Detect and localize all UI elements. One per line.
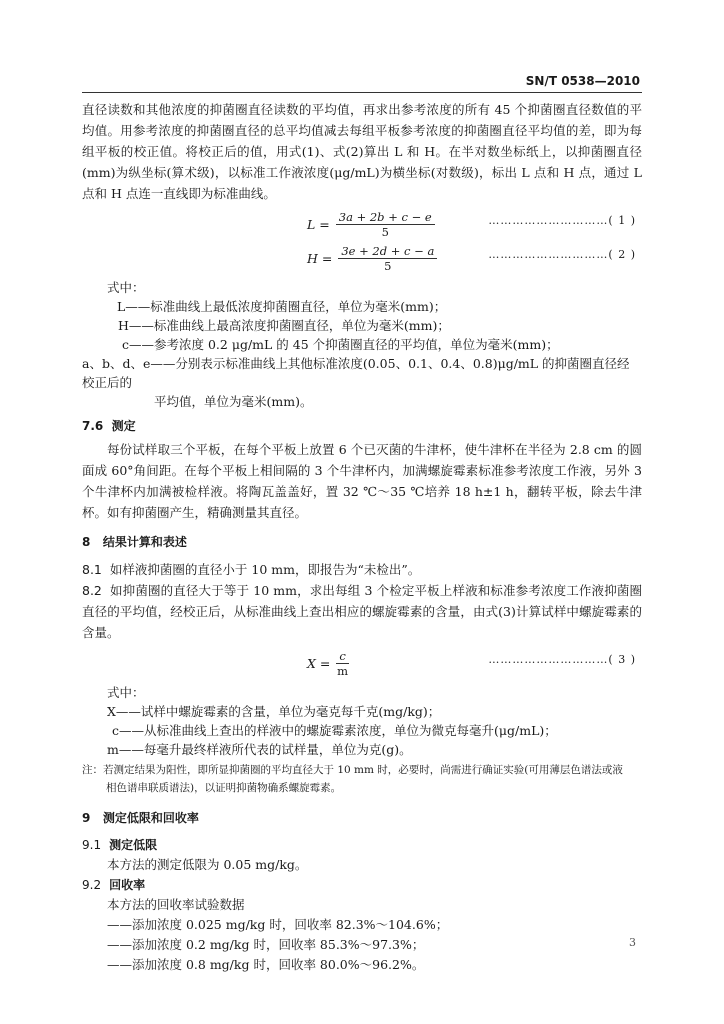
equation-2-number: …………………………( 2 ) bbox=[488, 248, 636, 261]
definition-l: L——标准曲线上最低浓度抑菌圈直径，单位为毫米(mm)； bbox=[117, 299, 447, 314]
equation-2-denominator: 5 bbox=[384, 259, 392, 273]
section-8-heading: 8 结果计算和表述 bbox=[82, 535, 187, 549]
equation-1-denominator: 5 bbox=[381, 225, 389, 239]
definition-abde bbox=[82, 354, 642, 411]
definition-x: X——试样中螺旋霉素的含量，单位为毫克每千克(mg/kg)； bbox=[107, 704, 441, 719]
equation-3-denominator: m bbox=[337, 664, 349, 678]
section-9-1-heading: 9.1 测定低限 bbox=[82, 838, 158, 852]
definition-c2: c——从标准曲线上查出的样液中的螺旋霉素浓度，单位为微克每毫升(μg/mL)； bbox=[112, 723, 557, 738]
recovery-item: ——添加浓度 0.025 mg/kg 时，回收率 82.3%～104.6%； bbox=[107, 917, 449, 932]
page-content bbox=[82, 99, 642, 975]
section-9-2-heading: 9.2 回收率 bbox=[82, 878, 146, 892]
page-number: 3 bbox=[629, 936, 636, 949]
recovery-item: ——添加浓度 0.2 mg/kg 时，回收率 85.3%～97.3%； bbox=[107, 937, 425, 952]
definition-h: H——标准曲线上最高浓度抑菌圈直径，单位为毫米(mm)； bbox=[118, 318, 450, 333]
header-rule bbox=[82, 92, 642, 93]
definition-c: c——参考浓度 0.2 μg/mL 的 45 个抑菌圈直径的平均值，单位为毫米(mm)； bbox=[122, 337, 559, 352]
standard-code: SN/T 0538—2010 bbox=[525, 74, 640, 88]
equation-3 bbox=[82, 647, 642, 677]
section-9-heading: 9 测定低限和回收率 bbox=[82, 811, 199, 825]
equation-1 bbox=[82, 208, 642, 238]
equation-1-number: …………………………( 1 ) bbox=[488, 214, 636, 227]
equation-3-lhs: X = bbox=[307, 656, 331, 671]
paragraph-calibration: 直径读数和其他浓度的抑菌圈直径读数的平均值，再求出参考浓度的所有 45 个抑菌圈直径数值的平均值。用参考浓度的抑菌圈直径的总平均值减去每组平板参考浓度的抑菌圈直径平均值的差，即为每组平板的校正值。将校正后的值，用式(1)、式(2)算出 L 和 H。在半对数坐标纸上，以抑菌圈直径(mm)为纵坐标(算术级)，以标准工作液浓度(μg/mL)为横坐标(对数级)，标出 L 点和 H 点，通过 L 点和 H 点连一直线即为标准曲线。 bbox=[82, 102, 642, 201]
equation-2-lhs: H = bbox=[307, 251, 333, 266]
section-7-6-heading: 7.6 测定 bbox=[82, 419, 136, 433]
clause-8-2: 8.2 如抑菌圈的直径大于等于 10 mm，求出每组 3 个检定平板上样液和标准参考浓度工作液抑菌圈直径的平均值，经校正后，从标准曲线上查出相应的螺旋霉素的含量，由式(3)计算试样中螺旋霉素的含量。 bbox=[82, 583, 642, 640]
paragraph-measurement: 每份试样取三个平板，在每个平板上放置 6 个已灭菌的牛津杯，使牛津杯在半径为 2.8 cm 的圆面成 60°角间距。在每个平板上相间隔的 3 个牛津杯内，加满螺旋霉素标准参考浓度工作液，另外 3 个牛津杯内加满被检样液。将陶瓦盖盖好，置 32 ℃～35 ℃培养 18 h±1 h，翻转平板，除去牛津杯。如有抑菌圈产生，精确测量其直径。 bbox=[82, 442, 642, 520]
where-label-2: 式中： bbox=[107, 685, 145, 700]
equation-1-lhs: L = bbox=[307, 217, 330, 232]
equation-3-numerator: c bbox=[336, 649, 348, 664]
definition-m: m——每毫升最终样液所代表的试样量，单位为克(g)。 bbox=[107, 742, 412, 757]
clause-8-1: 8.1 如样液抑菌圈的直径小于 10 mm，即报告为“未检出”。 bbox=[82, 562, 421, 577]
equation-2-numerator: 3e + 2d + c − a bbox=[338, 244, 437, 259]
equation-1-numerator: 3a + 2b + c − e bbox=[336, 210, 435, 225]
paragraph-detection-limit: 本方法的测定低限为 0.05 mg/kg。 bbox=[107, 857, 308, 872]
equation-3-number: …………………………( 3 ) bbox=[488, 653, 636, 666]
definition-abde-line1: a、b、d、e——分别表示标准曲线上其他标准浓度(0.05、0.1、0.4、0.8)μg/mL 的抑菌圈直径经校正后的 bbox=[82, 356, 630, 390]
note: 注：若测定结果为阳性，即所显抑菌圈的平均直径大于 10 mm 时，必要时，尚需进行确证实验(可用薄层色谱法或液 相色谱串联质谱法)，以证明抑菌物确系螺旋霉素。 bbox=[82, 764, 623, 794]
definition-abde-line2: 平均值，单位为毫米(mm)。 bbox=[154, 394, 313, 409]
where-label-1: 式中： bbox=[107, 280, 145, 295]
equation-2 bbox=[82, 242, 642, 272]
recovery-item: ——添加浓度 0.8 mg/kg 时，回收率 80.0%～96.2%。 bbox=[107, 957, 425, 972]
paragraph-recovery: 本方法的回收率试验数据 bbox=[107, 897, 245, 912]
